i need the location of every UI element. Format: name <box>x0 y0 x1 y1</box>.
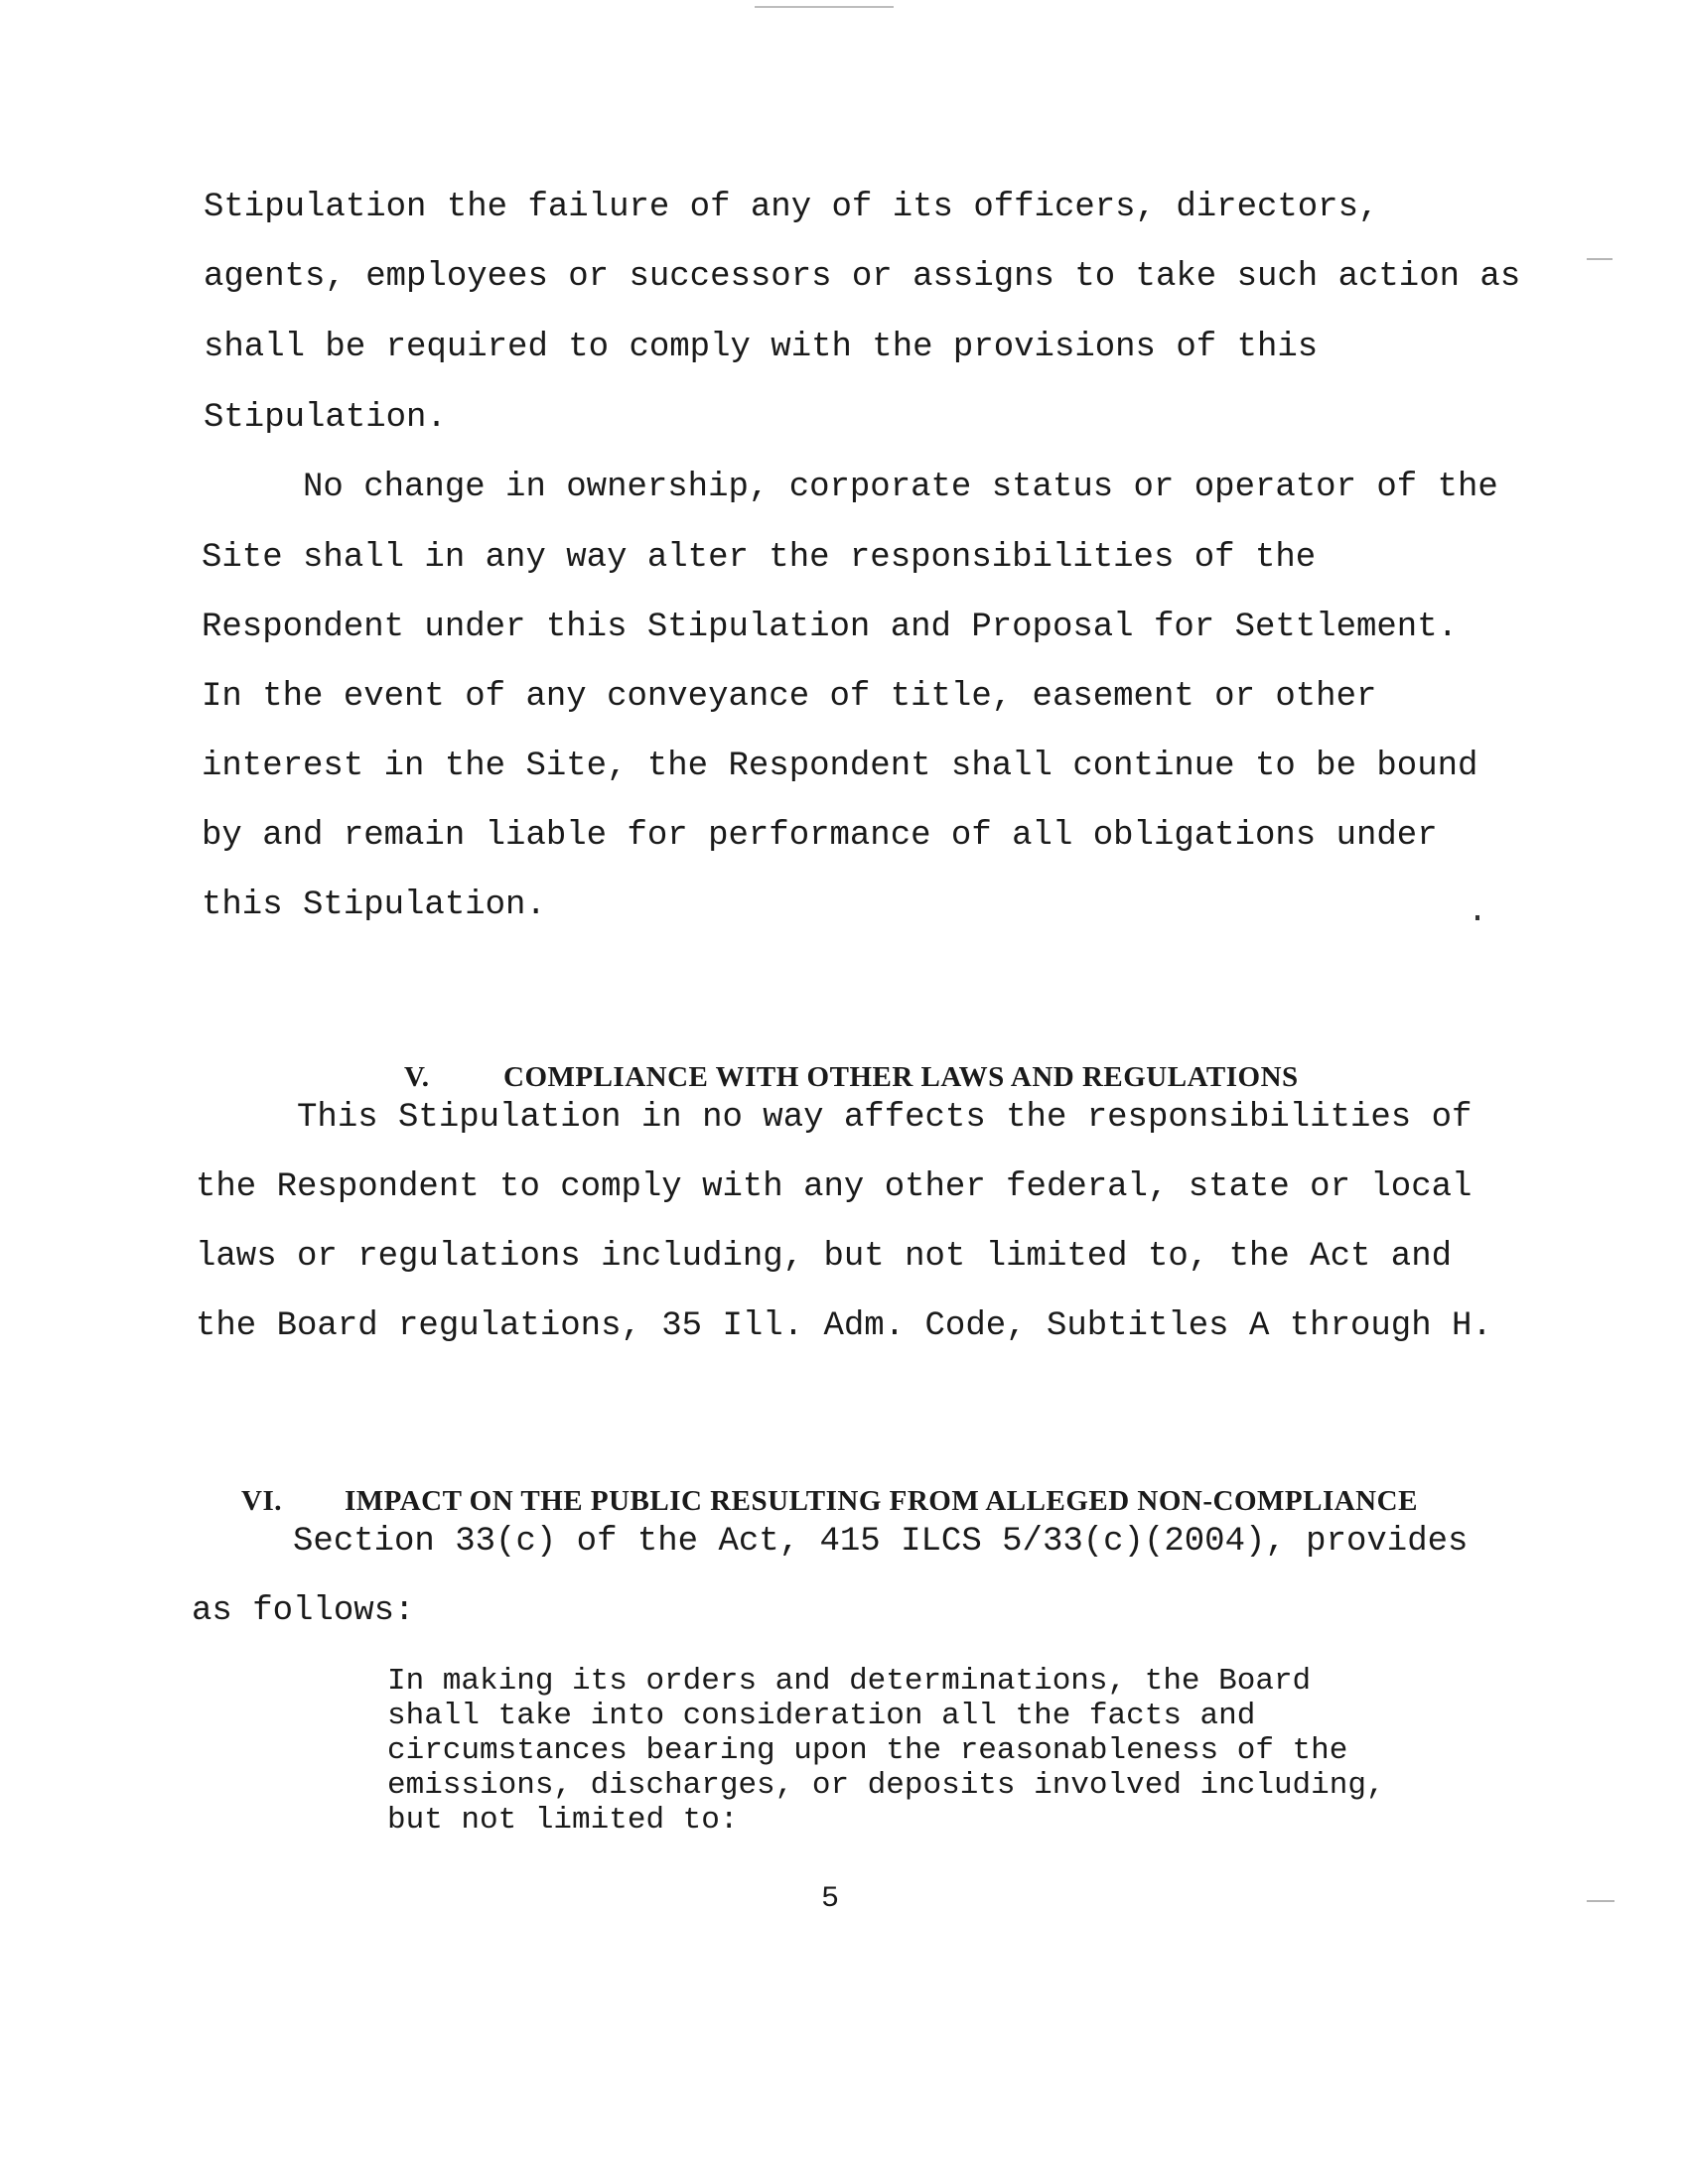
paragraph-line: Stipulation. <box>204 399 447 437</box>
paragraph-line: shall be required to comply with the provisions of this <box>204 329 1319 366</box>
paragraph-line: Stipulation the failure of any of its officers, directors, <box>204 189 1379 226</box>
block-quote-line: shall take into consideration all the facts and <box>387 1699 1256 1733</box>
section-number: V. <box>404 1061 430 1093</box>
scan-artifact <box>755 6 894 8</box>
paragraph-line: the Board regulations, 35 Ill. Adm. Code, Subtitles A through H. <box>196 1307 1492 1345</box>
block-quote-line: circumstances bearing upon the reasonableness of the <box>387 1733 1348 1768</box>
paragraph-line: as follows: <box>192 1592 415 1630</box>
block-quote-line: In making its orders and determinations, the Board <box>387 1664 1312 1699</box>
paragraph-line: interest in the Site, the Respondent shall continue to be bound <box>202 748 1478 785</box>
section-title: IMPACT ON THE PUBLIC RESULTING FROM ALLEGED NON-COMPLIANCE <box>345 1485 1418 1517</box>
block-quote-line: emissions, discharges, or deposits involved including, <box>387 1768 1385 1803</box>
paragraph-line: the Respondent to comply with any other federal, state or local <box>196 1168 1473 1206</box>
scan-artifact <box>1587 1900 1614 1902</box>
paragraph-line: by and remain liable for performance of all obligations under <box>202 817 1438 855</box>
section-title: COMPLIANCE WITH OTHER LAWS AND REGULATIONS <box>503 1061 1299 1093</box>
paragraph-line: No change in ownership, corporate status or operator of the <box>202 469 1498 506</box>
paragraph-line: In the event of any conveyance of title, easement or other <box>202 678 1377 716</box>
page-number: 5 <box>821 1882 840 1916</box>
paragraph-line: Section 33(c) of the Act, 415 ILCS 5/33(c)(2004), provides <box>192 1523 1469 1561</box>
paragraph-line: Site shall in any way alter the responsibilities of the <box>202 539 1317 577</box>
block-quote-line: but not limited to: <box>387 1803 739 1838</box>
scan-artifact <box>1475 915 1479 920</box>
paragraph-line: Respondent under this Stipulation and Proposal for Settlement. <box>202 609 1459 646</box>
section-number: VI. <box>241 1485 282 1517</box>
paragraph-line: This Stipulation in no way affects the responsibilities of <box>196 1099 1473 1137</box>
paragraph-line: laws or regulations including, but not limited to, the Act and <box>196 1238 1453 1276</box>
paragraph-line: this Stipulation. <box>202 887 546 924</box>
paragraph-line: agents, employees or successors or assigns to take such action as <box>204 258 1521 296</box>
scan-artifact <box>1587 258 1613 260</box>
